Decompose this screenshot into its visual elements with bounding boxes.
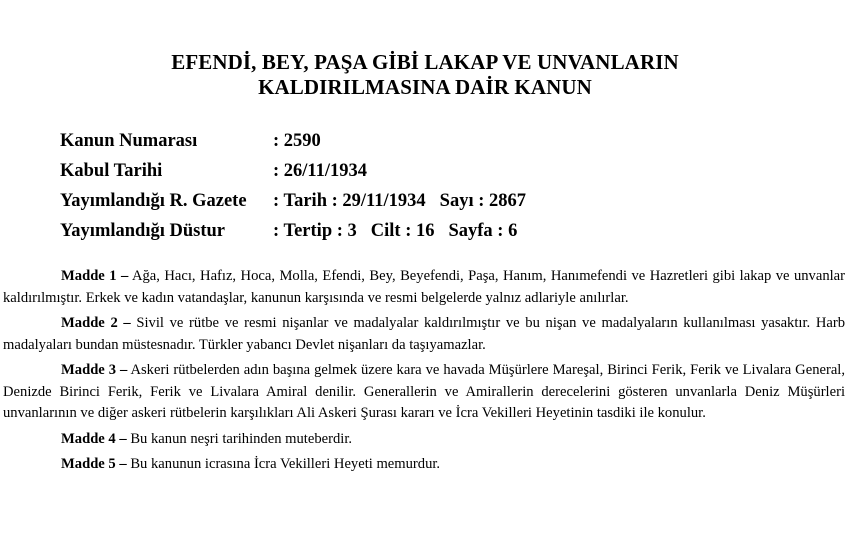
article-1 bbox=[3, 266, 845, 309]
law-metadata bbox=[60, 126, 526, 246]
dustur-sayfa: Sayfa : 6 bbox=[448, 221, 518, 241]
document-title-line-2: KALDIRILMASINA DAİR KANUN bbox=[258, 75, 592, 99]
resmi-gazete-sayi: Sayı : 2867 bbox=[439, 191, 526, 211]
article-3-label: Madde 3 – bbox=[61, 362, 128, 378]
document-title-line-1: EFENDİ, BEY, PAŞA GİBİ LAKAP VE UNVANLARIN bbox=[171, 50, 679, 74]
kanun-numarasi-label: Kanun Numarası bbox=[60, 131, 198, 151]
dustur-tertip: : Tertip : 3 bbox=[273, 221, 357, 241]
dustur-cilt: Cilt : 16 bbox=[370, 221, 435, 241]
dustur-label: Yayımlandığı Düstur bbox=[60, 221, 225, 241]
article-2-label: Madde 2 – bbox=[61, 315, 131, 331]
kabul-tarihi-label: Kabul Tarihi bbox=[60, 161, 163, 181]
meta-row-kabul-tarihi bbox=[60, 156, 526, 186]
article-3 bbox=[3, 360, 845, 425]
resmi-gazete-label: Yayımlandığı R. Gazete bbox=[60, 191, 247, 211]
article-5 bbox=[3, 454, 845, 476]
article-2 bbox=[3, 313, 845, 356]
article-4 bbox=[3, 429, 845, 451]
law-articles bbox=[3, 266, 845, 480]
article-2-text: Sivil ve rütbe ve resmi nişanlar ve madalyalar kaldırılmıştır ve bu nişan ve madalyaların kullanılması yasaktır. Harb madalyaları bundan müstesnadır. Türkler yabancı Devlet nişanları da taşıyamazlar. bbox=[3, 315, 845, 353]
article-4-text: Bu kanun neşri tarihinden muteberdir. bbox=[130, 430, 353, 447]
meta-row-kanun-numarasi bbox=[60, 126, 526, 156]
article-4-label: Madde 4 – bbox=[61, 430, 127, 447]
meta-row-resmi-gazete bbox=[60, 186, 526, 216]
kabul-tarihi-value: : 26/11/1934 bbox=[273, 161, 368, 181]
kanun-numarasi-value: : 2590 bbox=[273, 131, 321, 151]
article-1-label: Madde 1 – bbox=[61, 268, 129, 284]
resmi-gazete-tarih: : Tarih : 29/11/1934 bbox=[273, 191, 426, 211]
article-5-label: Madde 5 – bbox=[61, 456, 127, 472]
article-1-text: Ağa, Hacı, Hafız, Hoca, Molla, Efendi, Bey, Beyefendi, Paşa, Hanım, Hanımefendi ve Hazretleri gibi lakap ve unvanlar kaldırılmıştır. Erkek ve kadın vatandaşlar, kanunun karşısında ve resmi belgelerde yalnız adlariyle anılırlar. bbox=[3, 268, 846, 306]
meta-row-dustur bbox=[60, 216, 526, 246]
article-5-text: Bu kanunun icrasına İcra Vekilleri Heyeti memurdur. bbox=[130, 456, 441, 472]
article-3-text: Askeri rütbelerden adın başına gelmek üzere kara ve havada Müşürlere Mareşal, Birinci Ferik, Ferik ve Livalara General, Denizde Birinci Ferik, Ferik ve Livalara Amiral denilir. Generallerin ve Amirallerin derecelerini gösteren unvanlarla Deniz Müşürleri unvanlarının ve diğer askeri rütbelerin karşılıkları Ali Askeri Şurası kararı ve İcra Vekilleri Heyetinin tasdiki ile konulur. bbox=[3, 362, 846, 421]
